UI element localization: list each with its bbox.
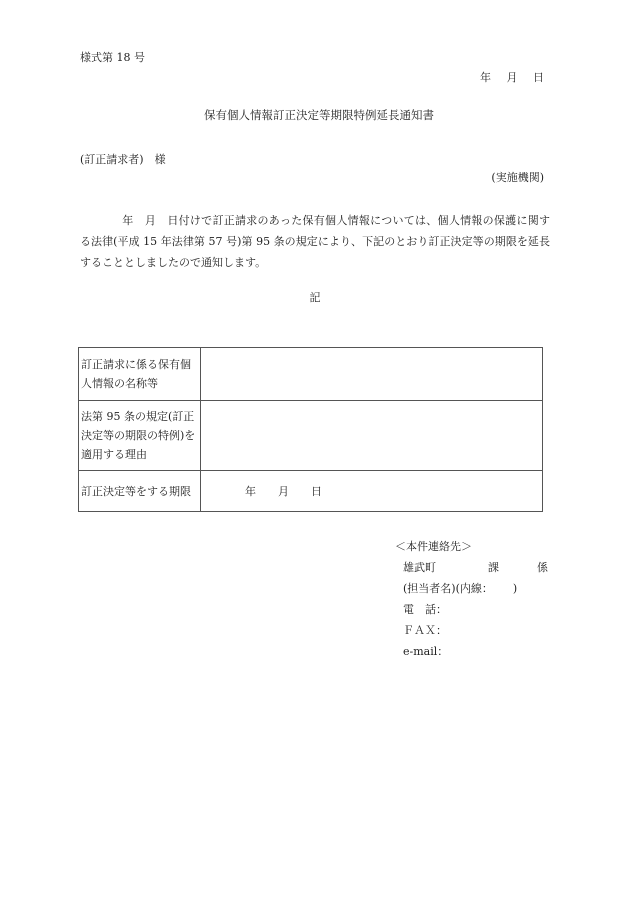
contact-heading: ＜本件連絡先＞ — [395, 540, 472, 553]
table-row — [79, 471, 543, 512]
row-label-deadline: 訂正決定等をする期限 — [79, 471, 201, 512]
row-value-reason — [201, 401, 543, 471]
date-line — [468, 72, 544, 83]
contact-department — [395, 557, 555, 578]
details-table — [78, 347, 543, 512]
contact-person: (担当者名)(内線： ) — [403, 582, 518, 595]
contact-email: e-mail： — [403, 645, 449, 658]
table-row — [79, 348, 543, 401]
document-title: 保有個人情報訂正決定等期限特例延長通知書 — [204, 108, 434, 122]
row-label-reason: 法第 95 条の規定(訂正決定等の期限の特例)を適用する理由 — [79, 401, 201, 471]
contact-fax: ＦＡＸ： — [403, 624, 447, 637]
implementing-agency: (実施機関) — [491, 171, 544, 184]
contact-block — [395, 536, 555, 662]
contact-town: 雄武町 — [403, 561, 436, 574]
row-value-deadline: 年 月 日 — [201, 471, 543, 512]
date-day: 日 — [533, 71, 544, 84]
form-number: 様式第 18 号 — [80, 51, 145, 64]
date-month: 月 — [506, 71, 518, 84]
body-text: 年 月 日付けで訂正請求のあった保有個人情報については、個人情報の保護に関する法律(平成 15 年法律第 57 号)第 95 条の規定により、下記のとおり訂正決定等の期限を延長することとしましたので通知します。 — [80, 214, 550, 269]
date-year: 年 — [480, 71, 491, 84]
contact-kakari: 係 — [537, 561, 548, 574]
contact-phone: 電 話： — [403, 603, 447, 616]
row-label-info-name: 訂正請求に係る保有個人情報の名称等 — [79, 348, 201, 401]
notice-body — [80, 210, 550, 273]
table-row — [79, 401, 543, 471]
row-value-info-name — [201, 348, 543, 401]
addressee: (訂正請求者) 様 — [80, 153, 166, 166]
ki-heading: 記 — [309, 291, 321, 304]
contact-ka: 課 — [488, 561, 499, 574]
